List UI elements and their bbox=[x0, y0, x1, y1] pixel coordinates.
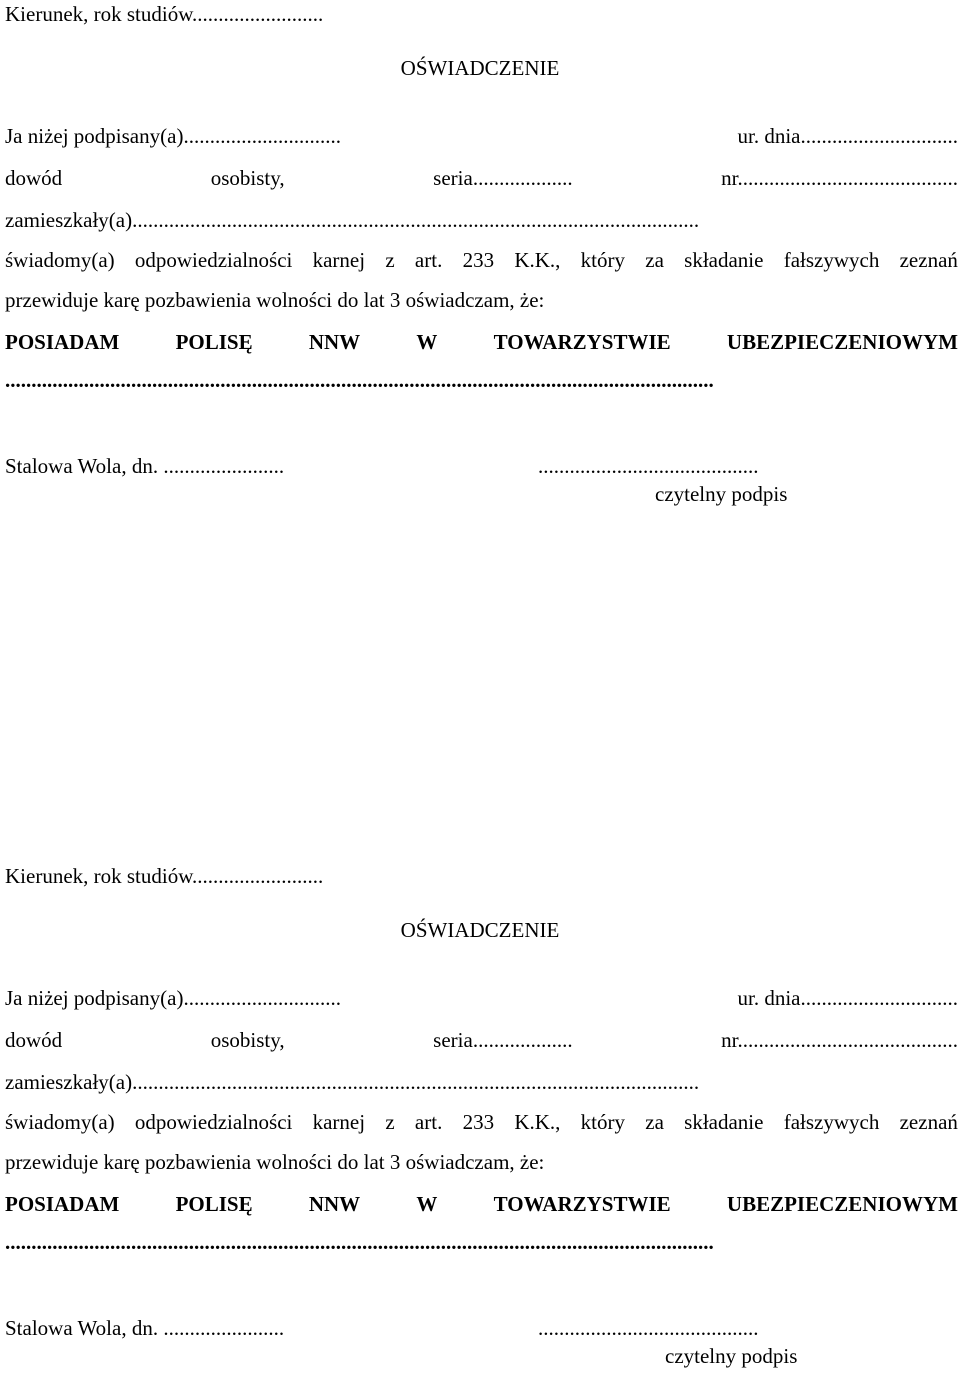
birth-date-field: ur. dnia.............................. bbox=[737, 986, 958, 1010]
policy-line: POSIADAM POLISĘ NNW W TOWARZYSTWIE UBEZPIECZENIOWYM bbox=[5, 330, 958, 354]
insurer-dots: ....................................................................................................................................... bbox=[5, 1230, 714, 1254]
document-title: OŚWIADCZENIE bbox=[400, 56, 560, 80]
awareness-line: świadomy(a) odpowiedzialności karnej z art. 233 K.K., który za składanie fałszywych zeznań bbox=[5, 1110, 958, 1134]
name-line bbox=[5, 124, 958, 148]
id-line: dowód osobisty, seria................... nr.......................................... bbox=[5, 166, 958, 190]
address-line: zamieszkały(a)............................................................................................................ bbox=[5, 208, 700, 232]
awareness-line: świadomy(a) odpowiedzialności karnej z art. 233 K.K., który za składanie fałszywych zeznań bbox=[5, 248, 958, 272]
penalty-line: przewiduje karę pozbawienia wolności do lat 3 oświadczam, że: bbox=[5, 1150, 545, 1174]
signature-dots: .......................................... bbox=[538, 454, 759, 478]
declaration-copy-2 bbox=[0, 862, 960, 1382]
insurer-dots: ....................................................................................................................................... bbox=[5, 368, 714, 392]
field-of-study-line: Kierunek, rok studiów......................... bbox=[5, 2, 324, 26]
id-series-field: seria................... bbox=[433, 166, 573, 190]
place-date-line: Stalowa Wola, dn. ....................... bbox=[5, 454, 285, 478]
document-title: OŚWIADCZENIE bbox=[400, 918, 560, 942]
declaration-copy-1 bbox=[0, 0, 960, 520]
name-field: Ja niżej podpisany(a).............................. bbox=[5, 986, 341, 1010]
penalty-line: przewiduje karę pozbawienia wolności do lat 3 oświadczam, że: bbox=[5, 288, 545, 312]
id-number-field: nr.......................................... bbox=[721, 166, 958, 190]
signature-label: czytelny podpis bbox=[655, 482, 788, 506]
signature-label: czytelny podpis bbox=[665, 1344, 798, 1368]
address-line: zamieszkały(a)............................................................................................................ bbox=[5, 1070, 700, 1094]
birth-date-field: ur. dnia.............................. bbox=[737, 124, 958, 148]
name-line bbox=[5, 986, 958, 1010]
field-of-study-line: Kierunek, rok studiów......................... bbox=[5, 864, 324, 888]
signature-dots: .......................................... bbox=[538, 1316, 759, 1340]
id-number-field: nr.......................................... bbox=[721, 1028, 958, 1052]
place-date-line: Stalowa Wola, dn. ....................... bbox=[5, 1316, 285, 1340]
policy-line: POSIADAM POLISĘ NNW W TOWARZYSTWIE UBEZPIECZENIOWYM bbox=[5, 1192, 958, 1216]
id-line: dowód osobisty, seria................... nr.......................................... bbox=[5, 1028, 958, 1052]
name-field: Ja niżej podpisany(a).............................. bbox=[5, 124, 341, 148]
id-series-field: seria................... bbox=[433, 1028, 573, 1052]
